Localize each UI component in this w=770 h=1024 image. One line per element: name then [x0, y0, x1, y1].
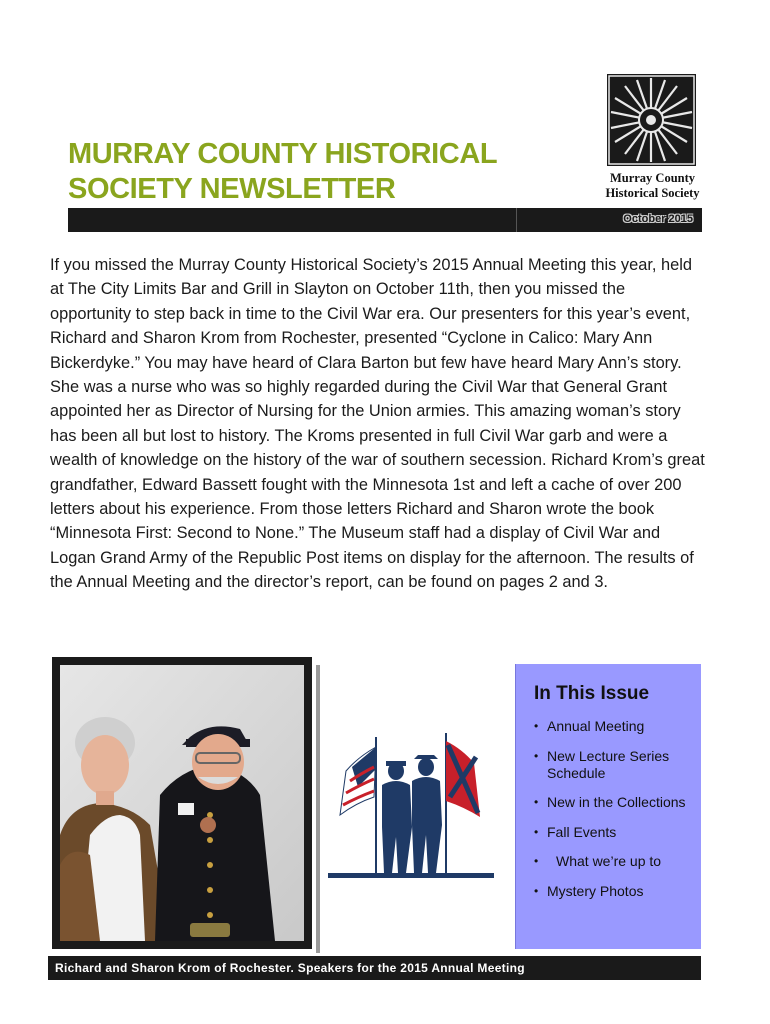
civil-war-soldiers-flags-icon — [328, 727, 494, 883]
bullet-icon: • — [534, 824, 539, 839]
issue-item-lecture-series — [534, 748, 694, 782]
title-line-1: MURRAY COUNTY HISTORICAL — [68, 138, 498, 170]
in-this-issue-box — [515, 664, 701, 949]
date-band — [68, 208, 702, 232]
bullet-icon: • — [534, 719, 539, 733]
issue-item-fall-events — [534, 824, 694, 841]
issue-item-label: What we’re up to — [556, 853, 662, 869]
bullet-icon: • — [534, 854, 539, 868]
issue-item-label: New Lecture Series Schedule — [547, 747, 670, 781]
issue-list — [534, 718, 694, 912]
photo-image — [60, 665, 304, 941]
bullet-icon: • — [534, 883, 539, 898]
issue-item-label: Fall Events — [547, 823, 617, 840]
issue-item-label: New in the Collections — [547, 794, 686, 810]
logo-line-1: Murray County — [609, 171, 696, 185]
logo-caption — [590, 171, 715, 201]
issue-item-label: Annual Meeting — [547, 718, 645, 734]
title-line-2: SOCIETY NEWSLETTER — [68, 173, 396, 205]
article-body: If you missed the Murray County Historical Society’s 2015 Annual Meeting this year, held at The City Limits Bar and Grill in Slayton on October 11th, then you missed the opportunity to step back in time to the Civil War era. Our presenters for this year’s event, Richard and Sharon Krom from Rochester, presented “Cyclone in Calico: Mary Ann Bickerdyke.” You may have heard of Clara Barton but few have heard Mary Ann’s story. She was a nurse who was so highly regarded during the Civil War that General Grant appointed her as Director of Nursing for the Union armies. This amazing woman’s story has been all but lost to history. The Kroms presented in full Civil War garb and were a wealth of knowledge on the history of the war of southern secession. Richard Krom’s great grandfather, Edward Bassett fought with the Minnesota 1st and left a cache of over 200 letters about his experience. From those letters Richard and Sharon wrote the book “Minnesota First: Second to None.” The Museum staff had a display of Civil War and Logan Grand Army of the Republic Post items on display for the afternoon. The results of the Annual Meeting and the director’s report, can be found on pages 2 and 3. — [50, 256, 705, 592]
issue-item-mystery-photos — [534, 883, 694, 900]
sunburst-logo-icon — [607, 74, 696, 166]
bullet-icon: • — [534, 748, 539, 763]
issue-item-new-collections — [534, 794, 694, 811]
band-divider — [516, 208, 517, 232]
photo-caption-bar — [48, 956, 701, 980]
issue-date: October 2015 — [623, 213, 693, 225]
issue-item-what-were-up-to — [534, 853, 694, 870]
in-this-issue-heading: In This Issue — [534, 683, 650, 704]
photo-shadow — [316, 665, 320, 953]
issue-item-annual-meeting — [534, 718, 694, 735]
photo-caption: Richard and Sharon Krom of Rochester. Speakers for the 2015 Annual Meeting — [55, 961, 525, 975]
newsletter-title — [68, 137, 528, 207]
bullet-icon: • — [534, 795, 539, 809]
speakers-photo — [52, 657, 312, 949]
logo-line-2: Historical Society — [605, 186, 700, 200]
issue-item-label: Mystery Photos — [547, 882, 644, 899]
